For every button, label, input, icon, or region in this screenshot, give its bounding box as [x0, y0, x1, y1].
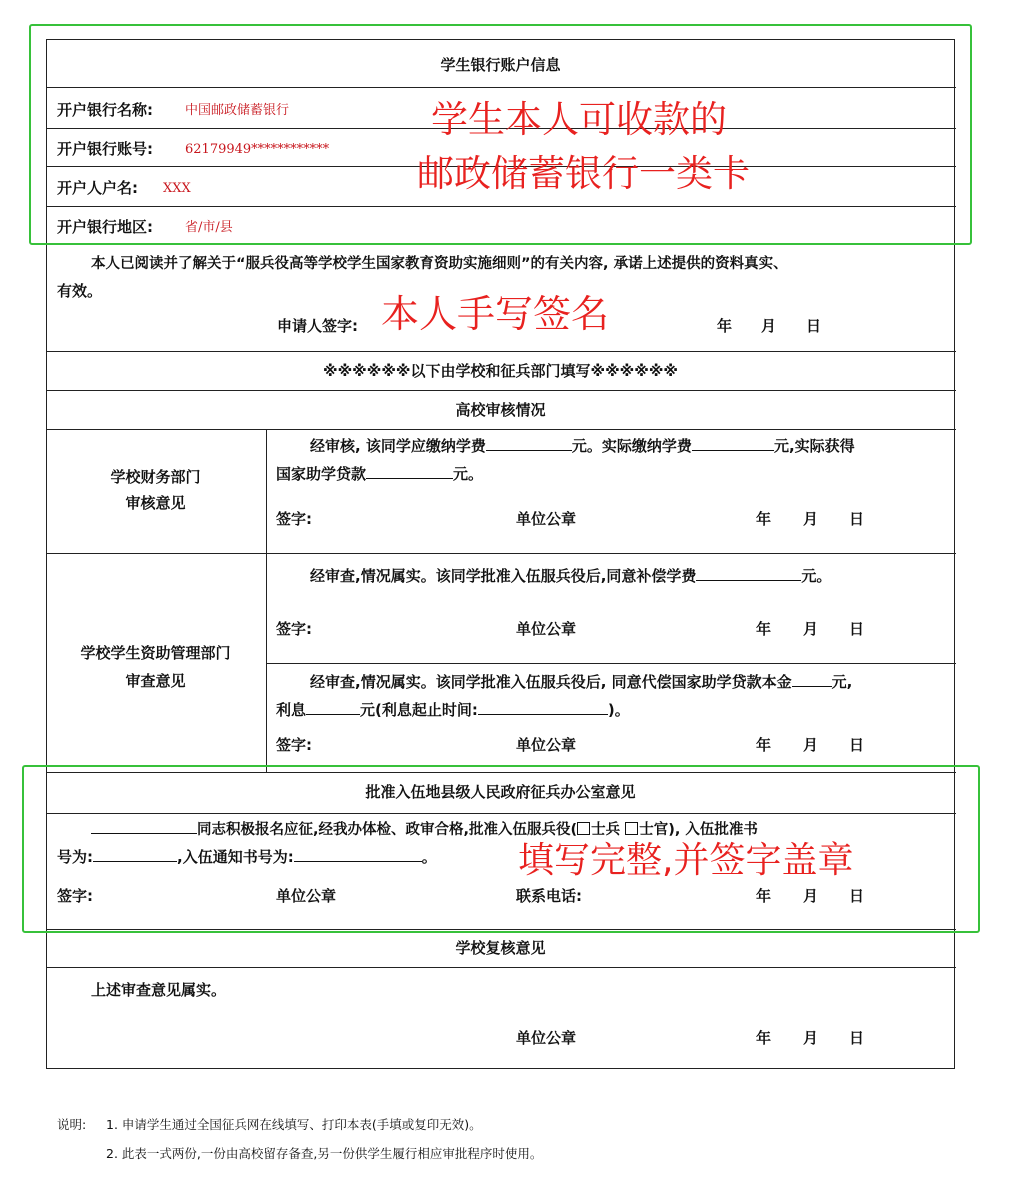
aid-row2-month: 月 [803, 736, 819, 754]
aid-row1-month: 月 [803, 620, 819, 638]
notes-label: 说明: [57, 1117, 87, 1132]
aid-row1-text [310, 566, 831, 585]
recruit-a: 同志积极报名应征,经我办体检、政审合格,批准入伍服兵役( [197, 822, 578, 838]
aid-row1-sign: 签字: [276, 620, 312, 638]
recruit-b: ), 入伍批准书 [668, 822, 758, 838]
interest-period-blank[interactable] [478, 700, 608, 715]
finance-label-line1: 学校财务部门 [110, 468, 201, 486]
review-day: 日 [849, 1029, 865, 1047]
finance-year: 年 [756, 510, 772, 528]
aid-label-line1: 学校学生资助管理部门 [80, 644, 231, 662]
recruit-month: 月 [803, 887, 819, 905]
aid-r2-c: 利息 [276, 701, 307, 719]
tuition-due-blank[interactable] [486, 436, 572, 451]
school-fill-header: ※※※※※※以下由学校和征兵部门填写※※※※※※ [323, 362, 678, 380]
soldier-label: 士兵 [591, 822, 621, 838]
aid-label-line2: 审查意见 [125, 672, 186, 690]
review-year: 年 [756, 1029, 772, 1047]
recruit-day: 日 [849, 887, 865, 905]
bank-name-label: 开户银行名称: [57, 101, 153, 119]
tuition-paid-blank[interactable] [692, 436, 774, 451]
recruit-d: ,入伍通知书号为: [177, 848, 294, 866]
annotation-bank-card-line1: 学生本人可收款的 [431, 98, 727, 141]
recruit-year: 年 [756, 887, 772, 905]
region-label: 开户银行地区: [57, 218, 153, 236]
finance-p5: 元。 [453, 465, 484, 483]
annotation-fill-complete: 填写完整,并签字盖章 [518, 840, 854, 881]
finance-text-line1 [310, 436, 855, 455]
finance-seal-label: 单位公章 [516, 510, 577, 528]
aid-r2-e: )。 [607, 701, 630, 719]
finance-month: 月 [803, 510, 819, 528]
finance-p4: 国家助学贷款 [276, 465, 367, 483]
aid-row2-seal: 单位公章 [516, 736, 577, 754]
aid-row1-day: 日 [849, 620, 865, 638]
declaration-line1: 本人已阅读并了解关于“服兵役高等学校学生国家教育资助实施细则”的有关内容, 承诺上述提供的资料真实、 [91, 256, 788, 272]
officer-label: 士官 [639, 822, 669, 838]
day-label: 日 [806, 317, 822, 335]
note-1: 1. 申请学生通过全国征兵网在线填写、打印本表(手填或复印无效)。 [106, 1117, 482, 1132]
loan-amount-blank[interactable] [366, 464, 453, 479]
aid-row2-day: 日 [849, 736, 865, 754]
finance-p1: 经审核, 该同学应缴纳学费 [310, 437, 486, 455]
aid-r1-text: 经审查,情况属实。该同学批准入伍服兵役后,同意补偿学费 [310, 567, 697, 585]
finance-p2: 元。实际缴纳学费 [571, 437, 692, 455]
review-seal: 单位公章 [516, 1029, 577, 1047]
divider [47, 429, 956, 430]
divider [47, 553, 956, 554]
recruit-title: 批准入伍地县级人民政府征兵办公室意见 [365, 783, 636, 801]
bank-section-title: 学生银行账户信息 [440, 56, 561, 74]
finance-text-line2 [276, 464, 483, 483]
review-text: 上述审查意见属实。 [91, 981, 227, 999]
aid-row2-sign: 签字: [276, 736, 312, 754]
recruit-seal: 单位公章 [276, 887, 337, 905]
finance-day: 日 [849, 510, 865, 528]
declaration-line2: 有效。 [57, 282, 103, 300]
region-value: 省/市/县 [185, 220, 233, 235]
annotation-handwritten-signature: 本人手写签名 [381, 292, 610, 336]
audit-header: 高校审核情况 [455, 401, 546, 419]
aid-row2-year: 年 [756, 736, 772, 754]
aid-r2-d: 元(利息起止时间: [360, 701, 478, 719]
divider [47, 351, 956, 352]
aid-r2-b: 元, [831, 673, 853, 691]
divider [47, 967, 956, 968]
recruit-e: 。 [421, 848, 437, 866]
account-label: 开户银行账号: [57, 140, 153, 158]
aid-row1-year: 年 [756, 620, 772, 638]
annotation-bank-card-line2: 邮政储蓄银行一类卡 [417, 152, 750, 195]
divider [47, 390, 956, 391]
aid-r2-a: 经审查,情况属实。该同学批准入伍服兵役后, 同意代偿国家助学贷款本金 [310, 673, 792, 691]
finance-sign-label: 签字: [276, 510, 312, 528]
review-month: 月 [803, 1029, 819, 1047]
loan-principal-blank[interactable] [792, 672, 832, 687]
year-label: 年 [717, 317, 733, 335]
account-value: 62179949************ [185, 142, 330, 157]
column-divider [266, 429, 267, 772]
review-title: 学校复核意见 [455, 939, 546, 957]
aid-row1-seal: 单位公章 [516, 620, 577, 638]
aid-row2-line1 [310, 672, 852, 691]
aid-r1-end: 元。 [801, 567, 832, 585]
holder-value: XXX [163, 181, 191, 196]
recruit-phone: 联系电话: [516, 887, 582, 905]
finance-label-line2: 审核意见 [125, 494, 186, 512]
divider [266, 663, 956, 664]
aid-row2-line2 [276, 700, 630, 719]
bank-name-value: 中国邮政储蓄银行 [185, 103, 290, 118]
signature-label: 申请人签字: [277, 317, 358, 335]
note-2: 2. 此表一式两份,一份由高校留存备查,另一份供学生履行相应审批程序时使用。 [106, 1146, 543, 1161]
tuition-compensation-blank[interactable] [696, 566, 801, 581]
loan-interest-blank[interactable] [306, 700, 360, 715]
month-label: 月 [761, 317, 777, 335]
holder-label: 开户人户名: [57, 179, 138, 197]
recruit-sign: 签字: [57, 887, 93, 905]
recruit-c: 号为: [57, 848, 93, 866]
finance-p3: 元,实际获得 [773, 437, 855, 455]
